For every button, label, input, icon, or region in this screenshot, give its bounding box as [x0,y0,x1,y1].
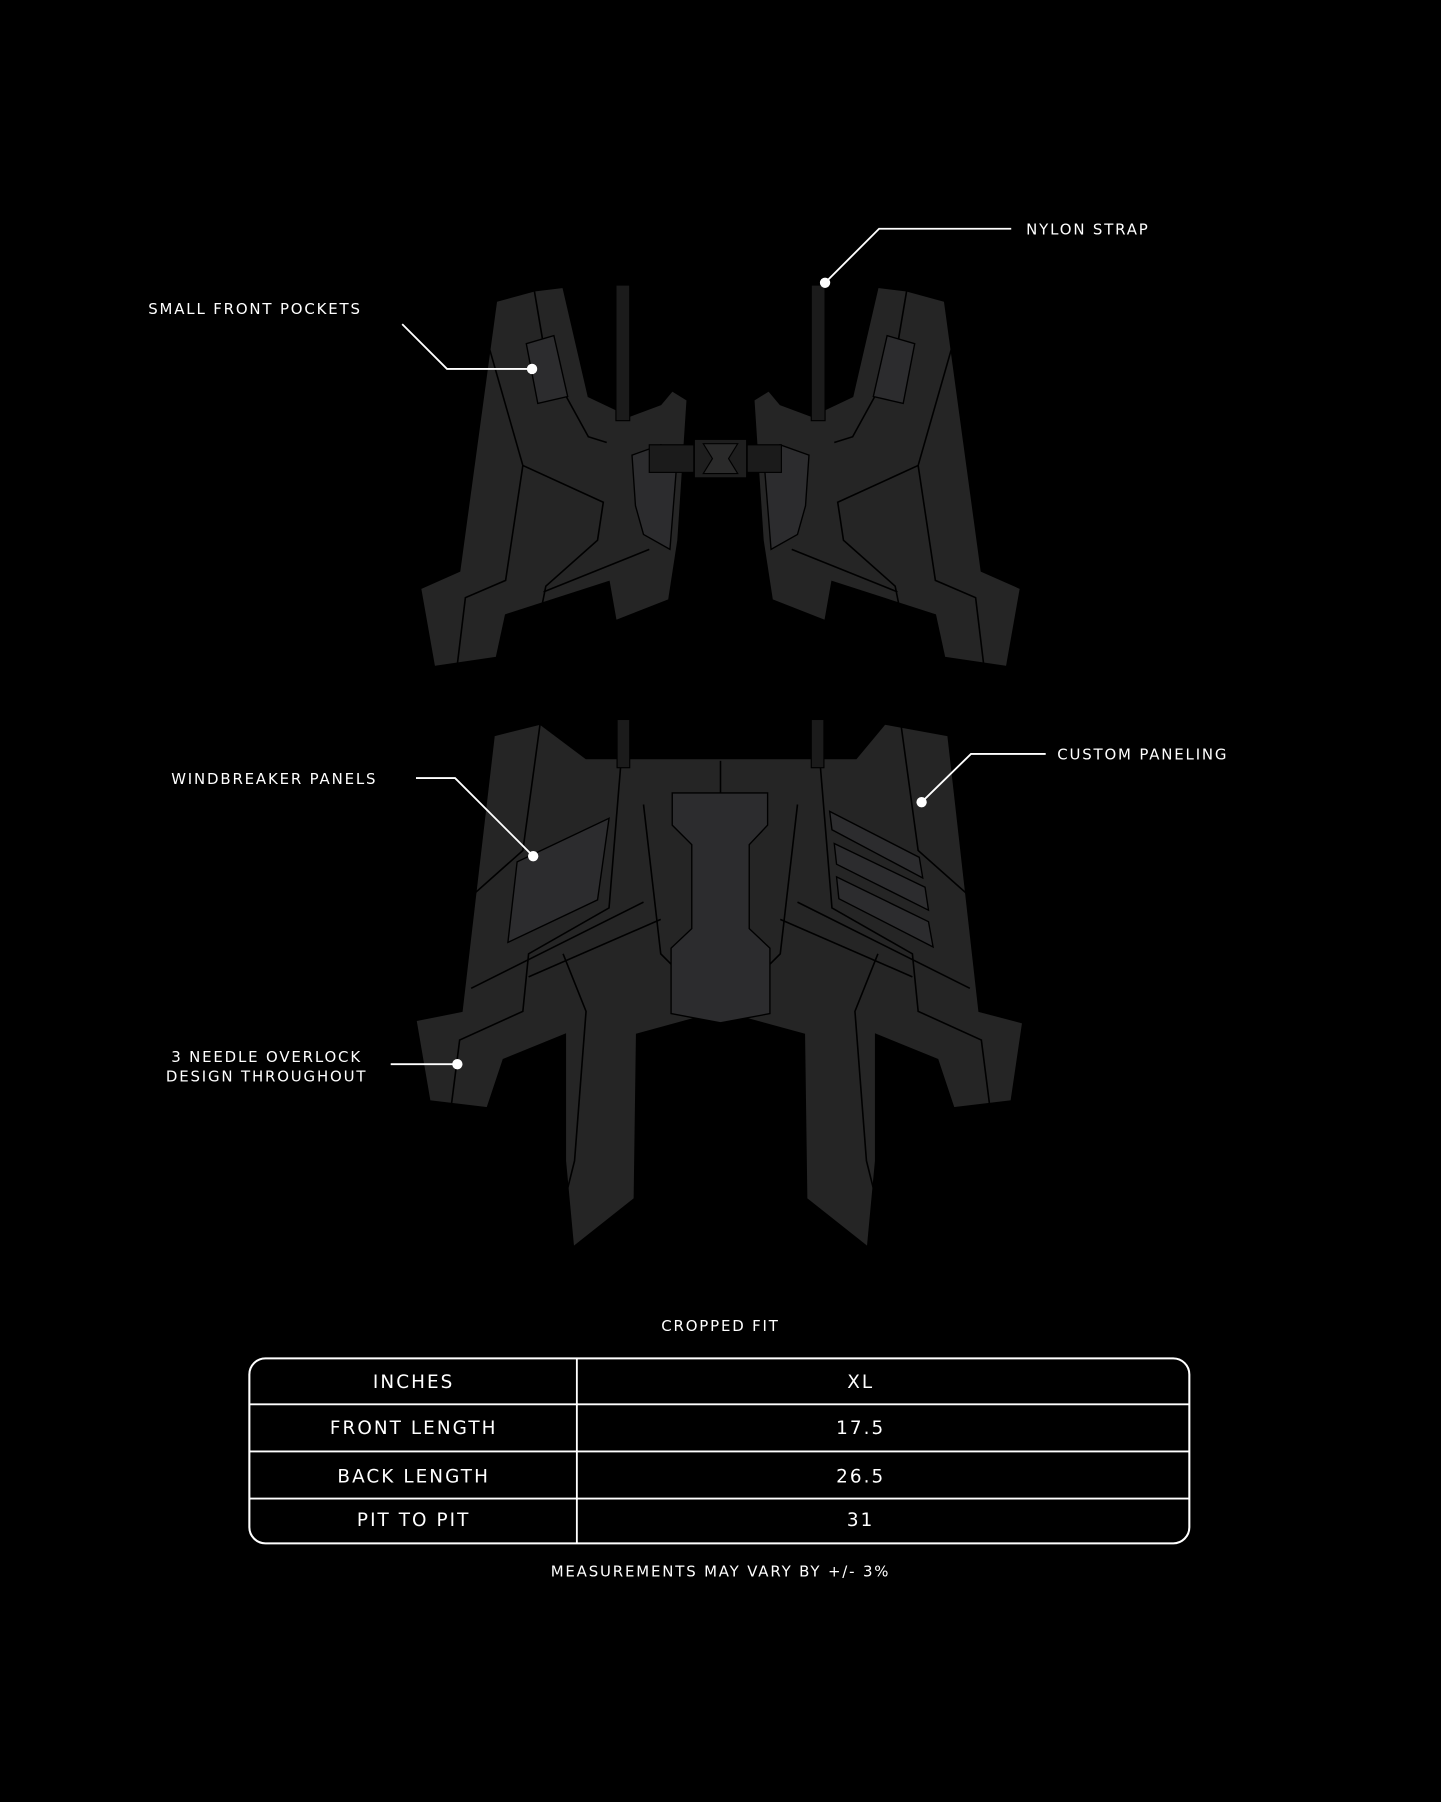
buckle-icon [694,439,747,478]
row-label: BACK LENGTH [337,1466,490,1488]
row-label: PIT TO PIT [356,1510,471,1532]
header-cell: INCHES [372,1372,455,1394]
header-cell: XL [847,1372,875,1394]
size-chart-title: CROPPED FIT [661,1316,780,1335]
row-label: FRONT LENGTH [329,1418,498,1440]
nylon-strap-left [616,285,630,421]
row-value: 17.5 [836,1418,886,1440]
callout-label: WINDBREAKER PANELS [171,769,378,788]
callout-label-line2: DESIGN THROUGHOUT [165,1067,368,1086]
callout-label-line1: 3 NEEDLE OVERLOCK [171,1047,362,1066]
measurement-footnote: MEASUREMENTS MAY VARY BY +/- 3% [550,1562,891,1581]
row-value: 26.5 [836,1466,886,1488]
nylon-strap-right [811,285,825,421]
callout-label: CUSTOM PANELING [1057,745,1229,764]
callout-label: NYLON STRAP [1026,220,1150,239]
callout-label: SMALL FRONT POCKETS [148,299,362,318]
row-value: 31 [846,1510,875,1532]
